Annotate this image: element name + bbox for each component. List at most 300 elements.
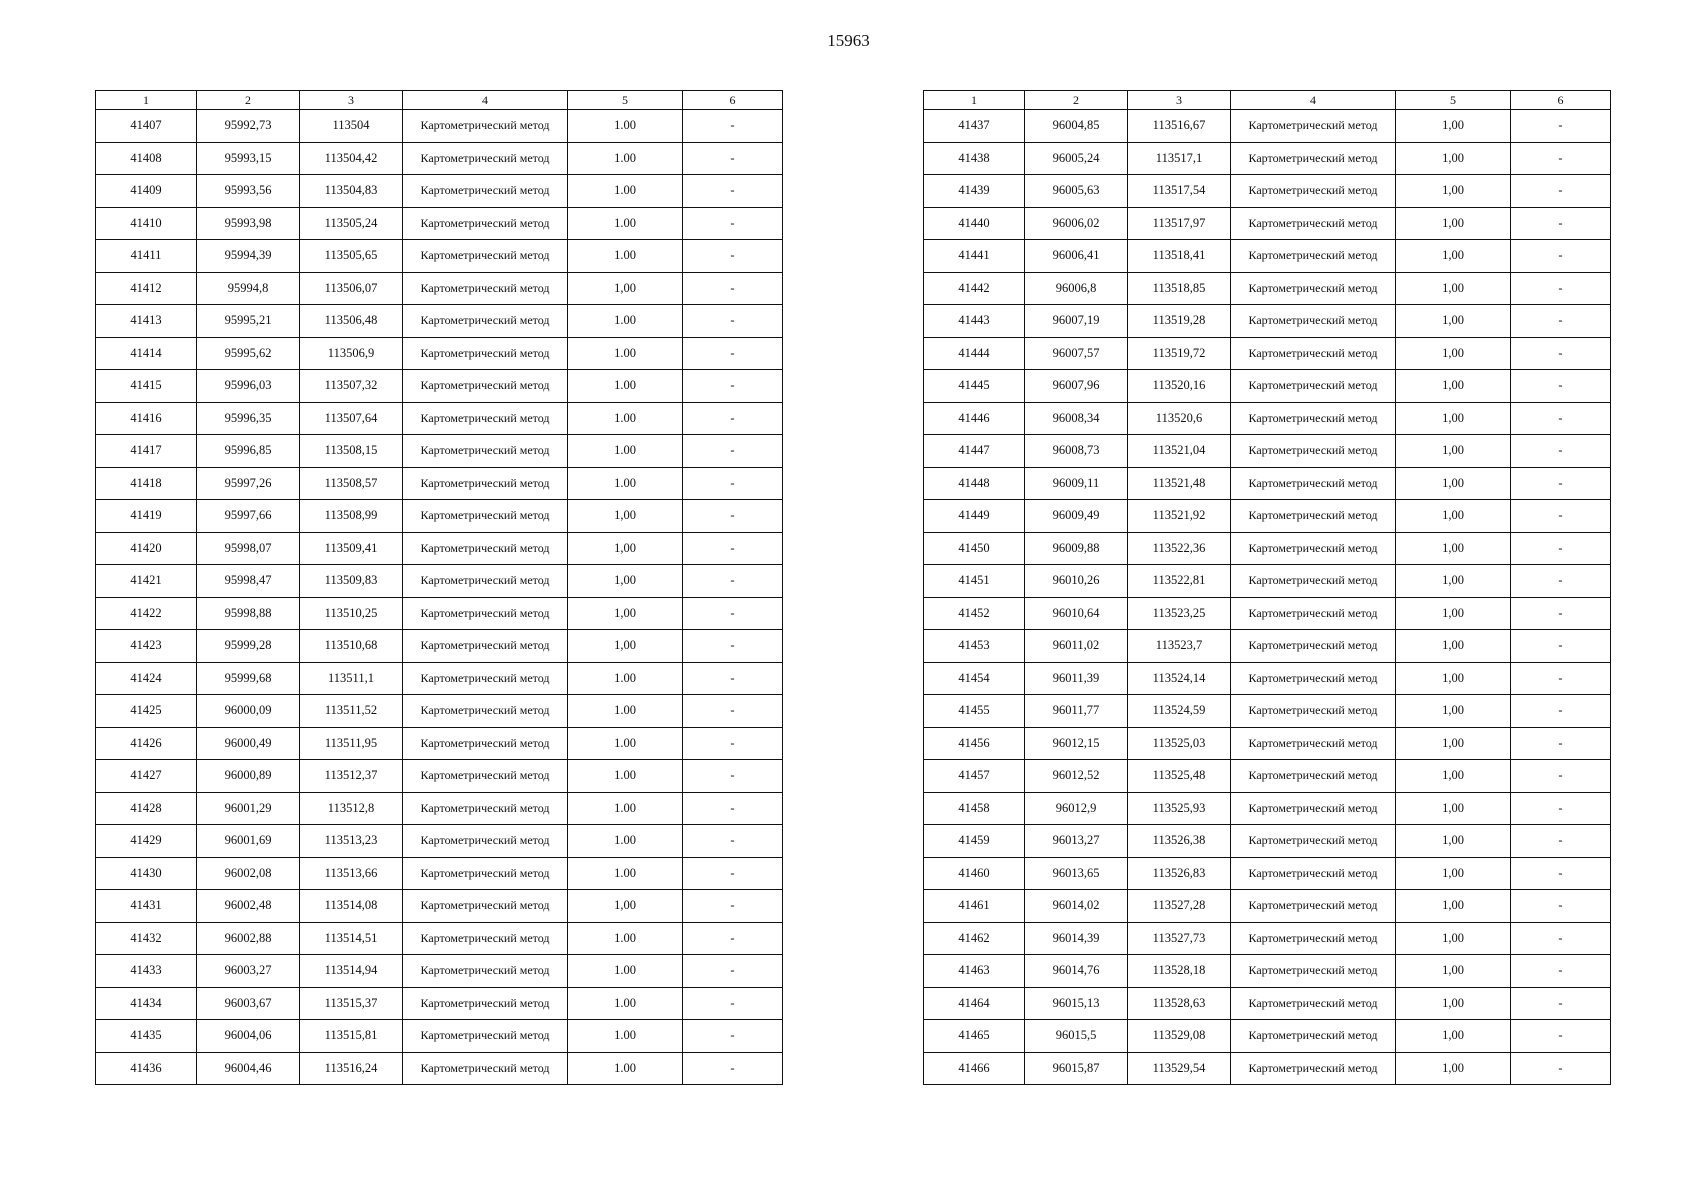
x-coordinate-cell: 96006,8 [1025, 272, 1128, 305]
table-row [924, 630, 1611, 663]
method-cell: Картометрический метод [1231, 272, 1396, 305]
point-number-cell: 41426 [96, 727, 197, 760]
point-number-cell: 41418 [96, 467, 197, 500]
table-header-row [96, 91, 783, 110]
point-number-cell: 41410 [96, 207, 197, 240]
coordinates-table-left [95, 90, 783, 1085]
y-coordinate-cell: 113525,93 [1128, 792, 1231, 825]
table-row [96, 890, 783, 923]
point-number-cell: 41434 [96, 987, 197, 1020]
table-row [96, 435, 783, 468]
x-coordinate-cell: 96000,89 [197, 760, 300, 793]
note-cell: - [683, 532, 783, 565]
y-coordinate-cell: 113509,41 [300, 532, 403, 565]
accuracy-cell: 1,00 [568, 500, 683, 533]
accuracy-cell: 1,00 [1396, 207, 1511, 240]
note-cell: - [683, 175, 783, 208]
table-row [924, 922, 1611, 955]
point-number-cell: 41431 [96, 890, 197, 923]
note-cell: - [683, 305, 783, 338]
point-number-cell: 41460 [924, 857, 1025, 890]
note-cell: - [1511, 142, 1611, 175]
method-cell: Картометрический метод [1231, 500, 1396, 533]
note-cell: - [1511, 240, 1611, 273]
x-coordinate-cell: 96008,34 [1025, 402, 1128, 435]
table-row [96, 402, 783, 435]
y-coordinate-cell: 113504 [300, 110, 403, 143]
note-cell: - [1511, 825, 1611, 858]
method-cell: Картометрический метод [1231, 1052, 1396, 1085]
x-coordinate-cell: 96004,46 [197, 1052, 300, 1085]
method-cell: Картометрический метод [403, 402, 568, 435]
y-coordinate-cell: 113508,99 [300, 500, 403, 533]
method-cell: Картометрический метод [1231, 240, 1396, 273]
note-cell: - [683, 630, 783, 663]
y-coordinate-cell: 113523,25 [1128, 597, 1231, 630]
method-cell: Картометрический метод [1231, 955, 1396, 988]
point-number-cell: 41419 [96, 500, 197, 533]
accuracy-cell: 1.00 [568, 467, 683, 500]
table-row [96, 565, 783, 598]
column-header: 3 [300, 91, 403, 110]
y-coordinate-cell: 113505,65 [300, 240, 403, 273]
column-header: 4 [403, 91, 568, 110]
note-cell: - [683, 760, 783, 793]
method-cell: Картометрический метод [403, 565, 568, 598]
note-cell: - [1511, 1052, 1611, 1085]
accuracy-cell: 1.00 [568, 142, 683, 175]
x-coordinate-cell: 96009,11 [1025, 467, 1128, 500]
y-coordinate-cell: 113511,1 [300, 662, 403, 695]
point-number-cell: 41427 [96, 760, 197, 793]
note-cell: - [1511, 662, 1611, 695]
y-coordinate-cell: 113504,83 [300, 175, 403, 208]
y-coordinate-cell: 113515,37 [300, 987, 403, 1020]
column-header: 6 [1511, 91, 1611, 110]
x-coordinate-cell: 95996,03 [197, 370, 300, 403]
table-row [924, 857, 1611, 890]
point-number-cell: 41407 [96, 110, 197, 143]
accuracy-cell: 1.00 [568, 922, 683, 955]
y-coordinate-cell: 113527,28 [1128, 890, 1231, 923]
note-cell: - [683, 890, 783, 923]
y-coordinate-cell: 113514,94 [300, 955, 403, 988]
method-cell: Картометрический метод [403, 630, 568, 663]
accuracy-cell: 1,00 [1396, 630, 1511, 663]
y-coordinate-cell: 113504,42 [300, 142, 403, 175]
point-number-cell: 41451 [924, 565, 1025, 598]
accuracy-cell: 1,00 [1396, 337, 1511, 370]
method-cell: Картометрический метод [1231, 987, 1396, 1020]
y-coordinate-cell: 113520,16 [1128, 370, 1231, 403]
note-cell: - [683, 1020, 783, 1053]
accuracy-cell: 1.00 [568, 110, 683, 143]
y-coordinate-cell: 113506,9 [300, 337, 403, 370]
note-cell: - [683, 142, 783, 175]
method-cell: Картометрический метод [403, 272, 568, 305]
accuracy-cell: 1.00 [568, 370, 683, 403]
x-coordinate-cell: 96009,88 [1025, 532, 1128, 565]
x-coordinate-cell: 95993,98 [197, 207, 300, 240]
note-cell: - [1511, 272, 1611, 305]
point-number-cell: 41457 [924, 760, 1025, 793]
accuracy-cell: 1.00 [568, 760, 683, 793]
note-cell: - [1511, 890, 1611, 923]
table-row [96, 792, 783, 825]
accuracy-cell: 1,00 [568, 565, 683, 598]
accuracy-cell: 1,00 [1396, 402, 1511, 435]
method-cell: Картометрический метод [403, 1052, 568, 1085]
table-row [924, 240, 1611, 273]
x-coordinate-cell: 96014,02 [1025, 890, 1128, 923]
note-cell: - [683, 240, 783, 273]
point-number-cell: 41437 [924, 110, 1025, 143]
x-coordinate-cell: 96014,76 [1025, 955, 1128, 988]
accuracy-cell: 1,00 [1396, 532, 1511, 565]
note-cell: - [683, 857, 783, 890]
x-coordinate-cell: 96006,02 [1025, 207, 1128, 240]
note-cell: - [1511, 175, 1611, 208]
note-cell: - [1511, 1020, 1611, 1053]
note-cell: - [683, 500, 783, 533]
table-row [96, 1020, 783, 1053]
table-row [96, 370, 783, 403]
table-row [924, 955, 1611, 988]
x-coordinate-cell: 96000,09 [197, 695, 300, 728]
method-cell: Картометрический метод [403, 305, 568, 338]
column-header: 4 [1231, 91, 1396, 110]
x-coordinate-cell: 96003,67 [197, 987, 300, 1020]
note-cell: - [1511, 402, 1611, 435]
table-row [96, 955, 783, 988]
note-cell: - [1511, 760, 1611, 793]
note-cell: - [1511, 857, 1611, 890]
table-row [96, 987, 783, 1020]
point-number-cell: 41439 [924, 175, 1025, 208]
table-header-row [924, 91, 1611, 110]
y-coordinate-cell: 113507,64 [300, 402, 403, 435]
table-row [96, 305, 783, 338]
y-coordinate-cell: 113506,48 [300, 305, 403, 338]
point-number-cell: 41411 [96, 240, 197, 273]
column-header: 6 [683, 91, 783, 110]
point-number-cell: 41448 [924, 467, 1025, 500]
method-cell: Картометрический метод [403, 987, 568, 1020]
y-coordinate-cell: 113510,68 [300, 630, 403, 663]
point-number-cell: 41433 [96, 955, 197, 988]
note-cell: - [683, 435, 783, 468]
accuracy-cell: 1.00 [568, 207, 683, 240]
note-cell: - [1511, 110, 1611, 143]
table-row [96, 532, 783, 565]
method-cell: Картометрический метод [403, 662, 568, 695]
method-cell: Картометрический метод [403, 500, 568, 533]
accuracy-cell: 1,00 [568, 630, 683, 663]
accuracy-cell: 1,00 [1396, 240, 1511, 273]
x-coordinate-cell: 96007,57 [1025, 337, 1128, 370]
table-body [924, 110, 1611, 1085]
note-cell: - [1511, 532, 1611, 565]
x-coordinate-cell: 96000,49 [197, 727, 300, 760]
point-number-cell: 41428 [96, 792, 197, 825]
note-cell: - [1511, 695, 1611, 728]
note-cell: - [683, 402, 783, 435]
table-row [96, 597, 783, 630]
page-number: 15963 [827, 31, 870, 50]
method-cell: Картометрический метод [403, 142, 568, 175]
method-cell: Картометрический метод [1231, 792, 1396, 825]
table-row [924, 825, 1611, 858]
y-coordinate-cell: 113510,25 [300, 597, 403, 630]
column-header: 5 [1396, 91, 1511, 110]
table-row [96, 240, 783, 273]
accuracy-cell: 1,00 [1396, 110, 1511, 143]
point-number-cell: 41445 [924, 370, 1025, 403]
y-coordinate-cell: 113509,83 [300, 565, 403, 598]
x-coordinate-cell: 95994,8 [197, 272, 300, 305]
point-number-cell: 41432 [96, 922, 197, 955]
point-number-cell: 41413 [96, 305, 197, 338]
method-cell: Картометрический метод [1231, 370, 1396, 403]
point-number-cell: 41416 [96, 402, 197, 435]
note-cell: - [683, 695, 783, 728]
accuracy-cell: 1,00 [1396, 857, 1511, 890]
x-coordinate-cell: 95995,21 [197, 305, 300, 338]
x-coordinate-cell: 96001,29 [197, 792, 300, 825]
y-coordinate-cell: 113512,8 [300, 792, 403, 825]
x-coordinate-cell: 96007,19 [1025, 305, 1128, 338]
y-coordinate-cell: 113527,73 [1128, 922, 1231, 955]
x-coordinate-cell: 96012,15 [1025, 727, 1128, 760]
method-cell: Картометрический метод [1231, 857, 1396, 890]
x-coordinate-cell: 96004,85 [1025, 110, 1128, 143]
accuracy-cell: 1.00 [568, 857, 683, 890]
accuracy-cell: 1,00 [1396, 760, 1511, 793]
accuracy-cell: 1,00 [1396, 662, 1511, 695]
note-cell: - [683, 825, 783, 858]
note-cell: - [683, 272, 783, 305]
y-coordinate-cell: 113507,32 [300, 370, 403, 403]
point-number-cell: 41441 [924, 240, 1025, 273]
y-coordinate-cell: 113517,97 [1128, 207, 1231, 240]
point-number-cell: 41462 [924, 922, 1025, 955]
accuracy-cell: 1,00 [568, 532, 683, 565]
accuracy-cell: 1,00 [1396, 597, 1511, 630]
point-number-cell: 41450 [924, 532, 1025, 565]
y-coordinate-cell: 113508,57 [300, 467, 403, 500]
accuracy-cell: 1,00 [1396, 500, 1511, 533]
note-cell: - [1511, 500, 1611, 533]
note-cell: - [683, 987, 783, 1020]
accuracy-cell: 1.00 [568, 955, 683, 988]
table-row [96, 175, 783, 208]
point-number-cell: 41465 [924, 1020, 1025, 1053]
table-row [924, 792, 1611, 825]
accuracy-cell: 1.00 [568, 695, 683, 728]
point-number-cell: 41414 [96, 337, 197, 370]
y-coordinate-cell: 113521,92 [1128, 500, 1231, 533]
x-coordinate-cell: 96007,96 [1025, 370, 1128, 403]
note-cell: - [1511, 207, 1611, 240]
table-body [96, 110, 783, 1085]
y-coordinate-cell: 113520,6 [1128, 402, 1231, 435]
table-row [924, 760, 1611, 793]
note-cell: - [1511, 922, 1611, 955]
method-cell: Картометрический метод [403, 727, 568, 760]
y-coordinate-cell: 113514,51 [300, 922, 403, 955]
method-cell: Картометрический метод [403, 175, 568, 208]
accuracy-cell: 1,00 [1396, 467, 1511, 500]
method-cell: Картометрический метод [403, 435, 568, 468]
accuracy-cell: 1.00 [568, 662, 683, 695]
y-coordinate-cell: 113522,81 [1128, 565, 1231, 598]
y-coordinate-cell: 113516,24 [300, 1052, 403, 1085]
y-coordinate-cell: 113525,03 [1128, 727, 1231, 760]
x-coordinate-cell: 96005,63 [1025, 175, 1128, 208]
accuracy-cell: 1.00 [568, 337, 683, 370]
table-row [96, 110, 783, 143]
point-number-cell: 41417 [96, 435, 197, 468]
method-cell: Картометрический метод [403, 857, 568, 890]
x-coordinate-cell: 95995,62 [197, 337, 300, 370]
note-cell: - [683, 370, 783, 403]
column-header: 1 [96, 91, 197, 110]
method-cell: Картометрический метод [403, 695, 568, 728]
note-cell: - [683, 922, 783, 955]
column-header: 3 [1128, 91, 1231, 110]
accuracy-cell: 1,00 [1396, 370, 1511, 403]
accuracy-cell: 1.00 [568, 305, 683, 338]
method-cell: Картометрический метод [403, 240, 568, 273]
y-coordinate-cell: 113529,54 [1128, 1052, 1231, 1085]
table-row [924, 662, 1611, 695]
method-cell: Картометрический метод [1231, 825, 1396, 858]
accuracy-cell: 1,00 [568, 890, 683, 923]
accuracy-cell: 1,00 [1396, 955, 1511, 988]
point-number-cell: 41412 [96, 272, 197, 305]
method-cell: Картометрический метод [1231, 597, 1396, 630]
x-coordinate-cell: 96013,27 [1025, 825, 1128, 858]
method-cell: Картометрический метод [1231, 110, 1396, 143]
note-cell: - [1511, 305, 1611, 338]
x-coordinate-cell: 95997,66 [197, 500, 300, 533]
accuracy-cell: 1.00 [568, 175, 683, 208]
point-number-cell: 41446 [924, 402, 1025, 435]
point-number-cell: 41435 [96, 1020, 197, 1053]
method-cell: Картометрический метод [1231, 630, 1396, 663]
method-cell: Картометрический метод [403, 532, 568, 565]
x-coordinate-cell: 95993,56 [197, 175, 300, 208]
accuracy-cell: 1,00 [1396, 1020, 1511, 1053]
table-row [96, 857, 783, 890]
method-cell: Картометрический метод [1231, 565, 1396, 598]
accuracy-cell: 1,00 [1396, 792, 1511, 825]
method-cell: Картометрический метод [403, 955, 568, 988]
y-coordinate-cell: 113524,14 [1128, 662, 1231, 695]
x-coordinate-cell: 95998,47 [197, 565, 300, 598]
column-header: 5 [568, 91, 683, 110]
column-header: 1 [924, 91, 1025, 110]
method-cell: Картометрический метод [1231, 435, 1396, 468]
note-cell: - [683, 1052, 783, 1085]
x-coordinate-cell: 96008,73 [1025, 435, 1128, 468]
note-cell: - [683, 110, 783, 143]
point-number-cell: 41455 [924, 695, 1025, 728]
x-coordinate-cell: 96015,87 [1025, 1052, 1128, 1085]
method-cell: Картометрический метод [1231, 532, 1396, 565]
accuracy-cell: 1.00 [568, 240, 683, 273]
note-cell: - [1511, 337, 1611, 370]
y-coordinate-cell: 113519,28 [1128, 305, 1231, 338]
y-coordinate-cell: 113515,81 [300, 1020, 403, 1053]
x-coordinate-cell: 96012,9 [1025, 792, 1128, 825]
accuracy-cell: 1.00 [568, 727, 683, 760]
y-coordinate-cell: 113519,72 [1128, 337, 1231, 370]
table-row [924, 890, 1611, 923]
table-row [96, 695, 783, 728]
y-coordinate-cell: 113517,54 [1128, 175, 1231, 208]
table-row [924, 987, 1611, 1020]
y-coordinate-cell: 113511,95 [300, 727, 403, 760]
table-row [96, 467, 783, 500]
point-number-cell: 41466 [924, 1052, 1025, 1085]
x-coordinate-cell: 96012,52 [1025, 760, 1128, 793]
note-cell: - [1511, 565, 1611, 598]
x-coordinate-cell: 95993,15 [197, 142, 300, 175]
y-coordinate-cell: 113514,08 [300, 890, 403, 923]
y-coordinate-cell: 113518,85 [1128, 272, 1231, 305]
y-coordinate-cell: 113516,67 [1128, 110, 1231, 143]
point-number-cell: 41452 [924, 597, 1025, 630]
y-coordinate-cell: 113528,18 [1128, 955, 1231, 988]
note-cell: - [683, 727, 783, 760]
x-coordinate-cell: 96006,41 [1025, 240, 1128, 273]
y-coordinate-cell: 113511,52 [300, 695, 403, 728]
accuracy-cell: 1.00 [568, 435, 683, 468]
x-coordinate-cell: 96004,06 [197, 1020, 300, 1053]
method-cell: Картометрический метод [403, 1020, 568, 1053]
table-row [924, 402, 1611, 435]
point-number-cell: 41456 [924, 727, 1025, 760]
table-row [924, 1052, 1611, 1085]
point-number-cell: 41459 [924, 825, 1025, 858]
accuracy-cell: 1,00 [1396, 987, 1511, 1020]
point-number-cell: 41424 [96, 662, 197, 695]
method-cell: Картометрический метод [403, 110, 568, 143]
table-row [924, 435, 1611, 468]
table-row [924, 727, 1611, 760]
table-row [924, 272, 1611, 305]
method-cell: Картометрический метод [1231, 207, 1396, 240]
accuracy-cell: 1,00 [1396, 922, 1511, 955]
table-row [924, 467, 1611, 500]
method-cell: Картометрический метод [1231, 305, 1396, 338]
accuracy-cell: 1.00 [568, 792, 683, 825]
point-number-cell: 41458 [924, 792, 1025, 825]
table-row [96, 825, 783, 858]
y-coordinate-cell: 113526,83 [1128, 857, 1231, 890]
table-row [924, 305, 1611, 338]
accuracy-cell: 1,00 [1396, 565, 1511, 598]
note-cell: - [1511, 597, 1611, 630]
x-coordinate-cell: 96001,69 [197, 825, 300, 858]
point-number-cell: 41425 [96, 695, 197, 728]
x-coordinate-cell: 96005,24 [1025, 142, 1128, 175]
point-number-cell: 41421 [96, 565, 197, 598]
method-cell: Картометрический метод [1231, 727, 1396, 760]
note-cell: - [683, 207, 783, 240]
x-coordinate-cell: 96015,5 [1025, 1020, 1128, 1053]
